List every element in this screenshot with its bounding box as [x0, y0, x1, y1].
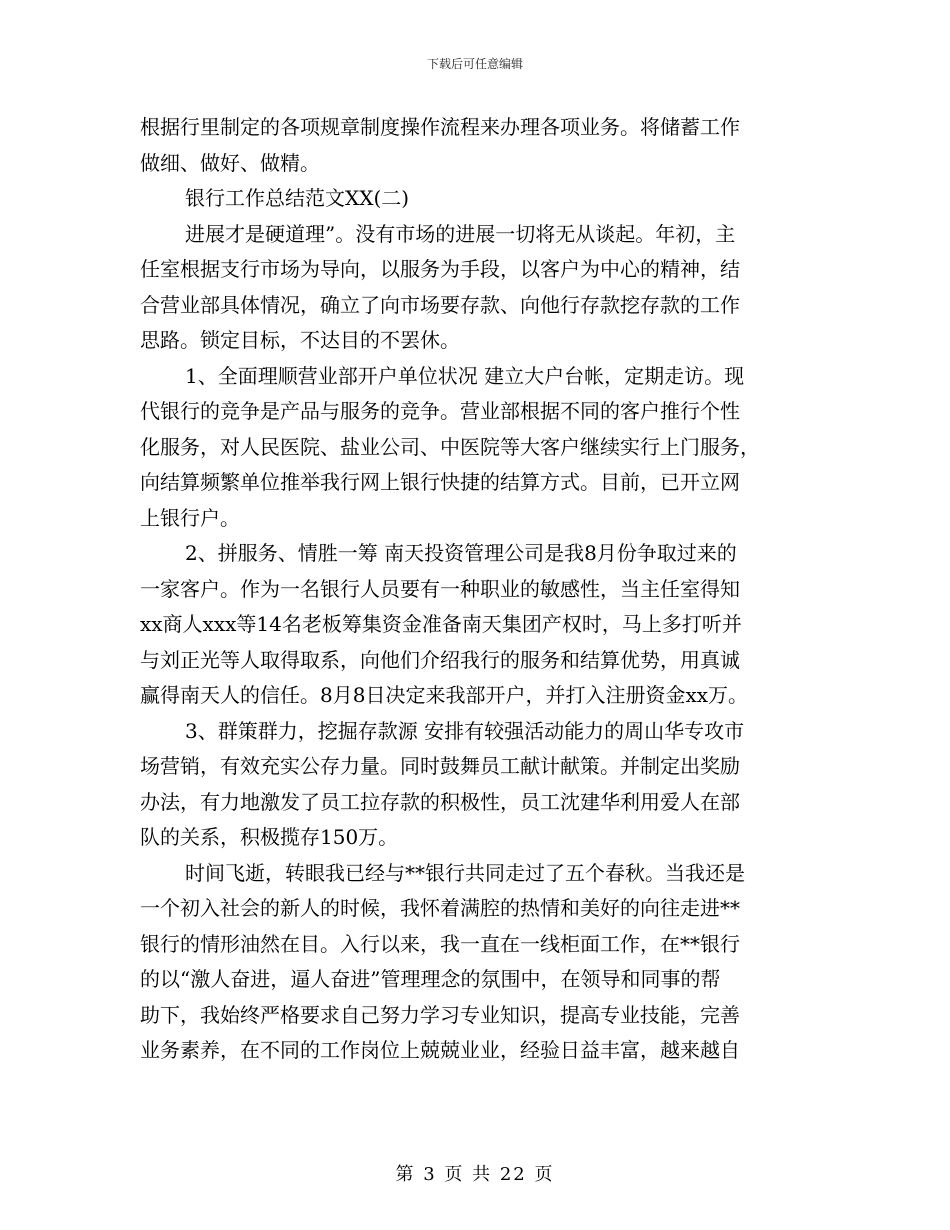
text-line: 银行的情形油然在目。入行以来，我一直在一线柜面工作，在**银行 — [140, 931, 740, 956]
text-line: 进展才是硬道理”。没有市场的进展一切将无从谈起。年初，主 — [185, 221, 736, 246]
text-line: 时间飞逝，转眼我已经与**银行共同走过了五个春秋。当我还是 — [185, 860, 745, 885]
text-line: 思路。锁定目标，不达目的不罢休。 — [140, 328, 460, 352]
text-line: 1、全面理顺营业部开户单位状况 建立大户台帐，定期走访。现 — [185, 363, 745, 388]
text-line: 一家客户。作为一名银行人员要有一种职业的敏感性，当主任室得知 — [140, 576, 740, 601]
text-line: 上银行户。 — [140, 505, 240, 530]
text-line: 场营销，有效充实公存力量。同时鼓舞员工献计献策。并制定出奖励 — [140, 754, 740, 778]
page-header: 下载后可任意编辑 — [426, 57, 523, 71]
text-line: 化服务，对人民医院、盐业公司、中医院等大客户继续实行上门服务， — [140, 434, 760, 459]
text-line: 的以“激人奋进，逼人奋进”管理理念的氛围中，在领导和同事的帮 — [140, 967, 721, 991]
text-line: 3、群策群力，挖掘存款源 安排有较强活动能力的周山华专攻市 — [185, 718, 745, 743]
text-line: 根据行里制定的各项规章制度操作流程来办理各项业务。将储蓄工作 — [140, 115, 740, 139]
text-line: 助下，我始终严格要求自己努力学习专业知识，提高专业技能，完善 — [140, 1002, 740, 1027]
text-line: 代银行的竞争是产品与服务的竞争。营业部根据不同的客户推行个性 — [140, 399, 740, 423]
document-body — [140, 110, 810, 1069]
text-line: 做细、做好、做精。 — [140, 150, 320, 175]
text-line: 合营业部具体情况，确立了向市场要存款、向他行存款挖存款的工作 — [140, 292, 740, 317]
text-line: 与刘正光等人取得取系，向他们介绍我行的服务和结算优势，用真诚 — [140, 647, 740, 672]
text-line: 队的关系，积极揽存150万。 — [140, 825, 399, 849]
section-title: 银行工作总结范文XX(二) — [185, 186, 410, 210]
text-line: 任室根据支行市场为导向，以服务为手段，以客户为中心的精神，结 — [140, 257, 740, 281]
text-line: 赢得南天人的信任。8月8日决定来我部开户，并打入注册资金xx万。 — [140, 683, 749, 707]
page-footer: 第 3 页 共 22 页 — [395, 1164, 555, 1185]
text-line: xx商人xxx等14名老板筹集资金准备南天集团产权时，马上多打听并 — [140, 612, 742, 636]
text-line: 向结算频繁单位推举我行网上银行快捷的结算方式。目前，已开立网 — [140, 470, 740, 494]
text-line: 2、拼服务、情胜一筹 南天投资管理公司是我8月份争取过来的 — [185, 541, 737, 565]
text-line: 业务素养，在不同的工作岗位上兢兢业业，经验日益丰富，越来越自 — [140, 1038, 740, 1062]
text-line: 办法，有力地激发了员工拉存款的积极性，员工沈建华利用爱人在部 — [140, 789, 740, 814]
text-line: 一个初入社会的新人的时候，我怀着满腔的热情和美好的向往走进** — [140, 896, 740, 920]
